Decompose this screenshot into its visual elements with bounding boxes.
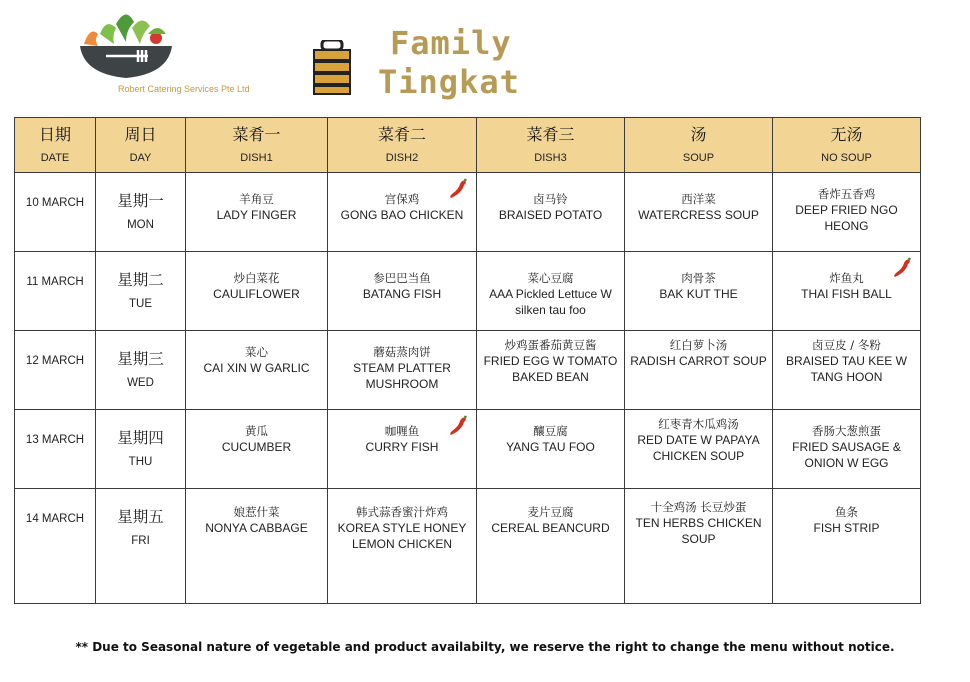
day-cn: 星期一	[117, 192, 164, 210]
dish-name-cn: 卤豆皮 / 冬粉	[812, 338, 881, 352]
date-cell: 13 MARCH	[15, 410, 96, 489]
dish-name-cn: 香肠大葱煎蛋	[812, 424, 881, 438]
header-en: DATE	[40, 152, 70, 164]
dish-name-en: BRAISED TAU KEE W TANG HOON	[786, 354, 907, 384]
day-cell	[96, 173, 186, 252]
dish-name-cn: 蘑菇蒸肉饼	[373, 345, 431, 359]
dish-name-cn: 十全鸡汤 长豆炒蛋	[650, 500, 747, 514]
header-soup	[625, 118, 773, 173]
chili-spicy-icon	[446, 177, 470, 201]
dish-name-en: CEREAL BEANCURD	[491, 521, 610, 535]
footnote: ** Due to Seasonal nature of vegetable and product availabilty, we reserve the right to change the menu without notice.	[75, 640, 895, 654]
dish-name-cn: 肉骨茶	[681, 271, 716, 285]
header-cn: 菜肴一	[232, 125, 281, 144]
dish-name-cn: 菜心豆腐	[527, 271, 574, 285]
nosoup-cell	[773, 331, 921, 410]
header-en: NO SOUP	[821, 152, 872, 164]
date-cell: 14 MARCH	[15, 489, 96, 604]
menu-row	[15, 331, 921, 410]
dish-name-cn: 西洋菜	[681, 192, 716, 206]
chili-spicy-icon	[446, 414, 470, 438]
dish-name-cn: 黄瓜	[245, 424, 268, 438]
soup-cell	[625, 410, 773, 489]
day-cn: 星期四	[117, 429, 164, 447]
dish-name-cn: 炒鸡蛋番茄黄豆酱	[504, 338, 597, 352]
day-cell	[96, 410, 186, 489]
dish1-cell	[186, 410, 328, 489]
dish-name-en: AAA Pickled Lettuce W silken tau foo	[489, 287, 612, 317]
dish3-cell	[477, 331, 625, 410]
dish-name-en: YANG TAU FOO	[506, 440, 595, 454]
menu-row	[15, 410, 921, 489]
menu-row	[15, 173, 921, 252]
date-cell: 10 MARCH	[15, 173, 96, 252]
day-cn: 星期三	[117, 350, 164, 368]
nosoup-cell	[773, 173, 921, 252]
header-cn: 日期	[38, 125, 71, 144]
header-cn: 菜肴三	[526, 125, 575, 144]
dish3-cell	[477, 252, 625, 331]
dish-name-cn: 参巴巴当鱼	[373, 271, 431, 285]
dish-name-cn: 宫保鸡	[384, 192, 420, 206]
dish-name-en: CAULIFLOWER	[213, 287, 300, 301]
header-en: SOUP	[682, 152, 715, 164]
dish2-cell	[328, 410, 477, 489]
dish-name-en: WATERCRESS SOUP	[638, 208, 759, 222]
day-en: FRI	[131, 535, 150, 547]
nosoup-cell	[773, 252, 921, 331]
header-en: DAY	[129, 152, 152, 164]
dish-name-en: TEN HERBS CHICKEN SOUP	[635, 516, 762, 546]
dish-name-en: BRAISED POTATO	[498, 208, 603, 222]
dish-name-en: FRIED EGG W TOMATO BAKED BEAN	[483, 354, 618, 384]
soup-cell	[625, 173, 773, 252]
dish3-cell	[477, 173, 625, 252]
dish-name-cn: 釀豆腐	[533, 424, 568, 438]
dish-name-cn: 炸鱼丸	[829, 271, 864, 285]
dish2-cell	[328, 489, 477, 604]
dish-name-cn: 羊角豆	[239, 192, 274, 206]
header-day	[96, 118, 186, 173]
date-cell: 11 MARCH	[15, 252, 96, 331]
dish-name-cn: 菜心	[245, 345, 268, 359]
tingkat-icon	[312, 40, 352, 96]
dish-name-en: BAK KUT THE	[659, 287, 738, 301]
dish2-cell	[328, 252, 477, 331]
company-logo	[76, 4, 250, 96]
dish-name-en: FISH STRIP	[813, 521, 880, 535]
dish-name-en: RADISH CARROT SOUP	[630, 354, 767, 368]
day-cell	[96, 331, 186, 410]
nosoup-cell	[773, 489, 921, 604]
dish3-cell	[477, 410, 625, 489]
dish-name-en: GONG BAO CHICKEN	[340, 208, 464, 222]
dish-name-cn: 韩式蒜香蜜汁炸鸡	[356, 505, 448, 519]
dish-name-en: DEEP FRIED NGO HEONG	[795, 203, 898, 233]
dish1-cell	[186, 331, 328, 410]
header-date	[15, 118, 96, 173]
soup-cell	[625, 331, 773, 410]
menu-row	[15, 252, 921, 331]
header-cn: 周日	[124, 125, 157, 144]
dish-name-en: RED DATE W PAPAYA CHICKEN SOUP	[637, 433, 760, 463]
menu-body	[15, 173, 921, 604]
chili-spicy-icon	[890, 256, 914, 280]
company-name: Robert Catering Services Pte Ltd	[118, 84, 250, 94]
menu-table	[14, 117, 921, 604]
day-cell	[96, 489, 186, 604]
soup-cell	[625, 489, 773, 604]
dish-name-en: LADY FINGER	[216, 208, 297, 222]
dish-name-en: CUCUMBER	[221, 440, 292, 454]
dish-name-cn: 香炸五香鸡	[817, 187, 876, 201]
dish-name-cn: 娘惹什菜	[233, 505, 280, 519]
day-en: MON	[127, 219, 154, 231]
header-dish1	[186, 118, 328, 173]
header-cn: 汤	[690, 125, 707, 144]
header-en: DISH2	[385, 152, 419, 164]
nosoup-cell	[773, 410, 921, 489]
header-dish3	[477, 118, 625, 173]
menu-title	[378, 24, 520, 102]
day-en: WED	[127, 377, 154, 389]
dish-name-en: KOREA STYLE HONEY LEMON CHICKEN	[337, 521, 467, 551]
dish1-cell	[186, 489, 328, 604]
logo-bowl-icon	[76, 4, 226, 96]
dish-name-en: NONYA CABBAGE	[205, 521, 308, 535]
header-dish2	[328, 118, 477, 173]
dish2-cell	[328, 331, 477, 410]
dish2-cell	[328, 173, 477, 252]
day-en: TUE	[129, 298, 152, 310]
dish-name-cn: 咖喱鱼	[384, 424, 420, 438]
day-cn: 星期二	[117, 271, 164, 289]
menu-row	[15, 489, 921, 604]
dish-name-en: FRIED SAUSAGE & ONION W EGG	[792, 440, 901, 470]
dish-name-en: CAI XIN W GARLIC	[203, 361, 310, 375]
dish-name-cn: 卤马铃	[533, 192, 568, 206]
dish-name-en: STEAM PLATTER MUSHROOM	[353, 361, 451, 391]
dish-name-cn: 麦片豆腐	[527, 505, 574, 519]
dish1-cell	[186, 252, 328, 331]
header-no-soup	[773, 118, 921, 173]
dish-name-cn: 红白萝卜汤	[669, 338, 728, 352]
header-en: DISH3	[534, 152, 567, 164]
dish-name-en: CURRY FISH	[365, 440, 439, 454]
header-cn: 菜肴二	[377, 125, 426, 144]
dish-name-cn: 鱼条	[835, 505, 858, 519]
header-row	[15, 118, 921, 173]
dish3-cell	[477, 489, 625, 604]
dish-name-cn: 红枣青木瓜鸡汤	[658, 417, 739, 431]
header-en: DISH1	[240, 152, 273, 164]
day-cn: 星期五	[117, 508, 164, 526]
title-line-2: Tingkat	[378, 63, 520, 101]
dish-name-en: THAI FISH BALL	[801, 287, 892, 301]
date-cell: 12 MARCH	[15, 331, 96, 410]
dish-name-cn: 炒白菜花	[233, 271, 280, 285]
soup-cell	[625, 252, 773, 331]
day-cell	[96, 252, 186, 331]
dish-name-en: BATANG FISH	[362, 287, 442, 301]
title-line-1: Family	[390, 24, 512, 62]
day-en: THU	[128, 456, 153, 468]
dish1-cell	[186, 173, 328, 252]
header-cn: 无汤	[830, 125, 863, 144]
